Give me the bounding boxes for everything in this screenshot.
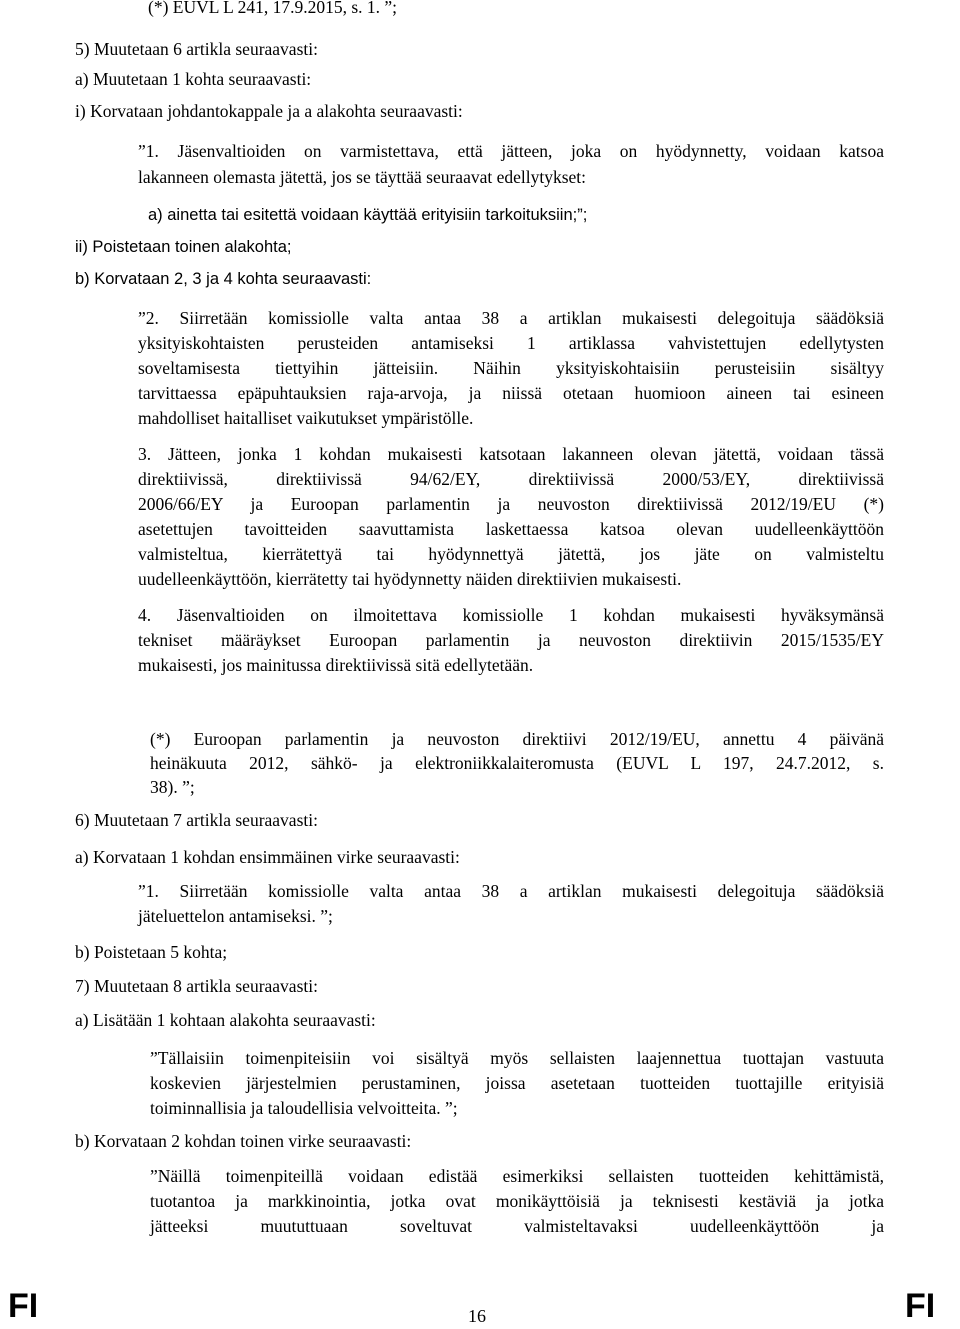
text-line: uudelleenkäyttöön, kierrätetty tai hyödynnetty näiden direktiivien mukaisesti. bbox=[138, 569, 682, 589]
footnote-line: (*) Euroopan parlamentin ja neuvoston direktiivi 2012/19/EU, annettu 4 päivänä bbox=[150, 729, 884, 749]
text-line: toiminnallisia ja taloudellisia velvoitteita. ”; bbox=[150, 1098, 458, 1118]
text-line: ”1. Siirretään komissiolle valta antaa 38 a artiklan mukaisesti delegoituja säädöksiä bbox=[138, 881, 884, 901]
text-line: soveltamisesta tiettyihin jätteisiin. Näihin yksityiskohtaisiin perusteisiin sisältyy bbox=[138, 358, 884, 378]
text-line: 2006/66/EY ja Euroopan parlamentin ja neuvoston direktiivissä 2012/19/EU (*) bbox=[138, 494, 884, 514]
text-line: ”1. Jäsenvaltioiden on varmistettava, että jätteen, joka on hyödynnetty, voidaan katsoa bbox=[138, 141, 884, 161]
text-line: 3. Jätteen, jonka 1 kohdan mukaisesti katsotaan lakanneen olevan jätettä, voidaan tässä bbox=[138, 444, 884, 464]
text-line: tekniset määräykset Euroopan parlamentin ja neuvoston direktiivin 2015/1535/EY bbox=[138, 630, 884, 650]
text-line: asetettujen tavoitteiden saavuttamista laskettaessa katsoa olevan uudelleenkäyttöön bbox=[138, 519, 884, 539]
page-number: 16 bbox=[468, 1306, 486, 1326]
text-line: b) Poistetaan 5 kohta; bbox=[75, 942, 228, 962]
text-line: valmisteltua, kierrätettyä tai hyödynnettyä jätettä, jos jäte on valmisteltu bbox=[138, 544, 884, 564]
text-line: i) Korvataan johdantokappale ja a alakohta seuraavasti: bbox=[75, 101, 463, 121]
text-line: ii) Poistetaan toinen alakohta; bbox=[75, 238, 292, 256]
text-line: ”2. Siirretään komissiolle valta antaa 38 a artiklan mukaisesti delegoituja säädöksiä bbox=[138, 308, 884, 328]
text-line: 6) Muutetaan 7 artikla seuraavasti: bbox=[75, 810, 318, 830]
text-line: jätteeksi muututtuaan soveltuvat valmisteltavaksi uudelleenkäyttöön ja bbox=[150, 1216, 884, 1236]
text-line: mukaisesti, jos mainitussa direktiivissä sitä edellytetään. bbox=[138, 655, 534, 675]
footnote-line: 38). ”; bbox=[150, 777, 195, 797]
text-line: ”Näillä toimenpiteillä voidaan edistää esimerkiksi sellaisten tuotteiden kehittämistä, bbox=[150, 1166, 884, 1186]
text-line: lakanneen olemasta jätettä, jos se täyttää seuraavat edellytykset: bbox=[138, 167, 587, 187]
footer-language-left: FI bbox=[8, 1287, 39, 1325]
text-line: b) Korvataan 2 kohdan toinen virke seuraavasti: bbox=[75, 1131, 412, 1151]
footer-language-right: FI bbox=[905, 1287, 936, 1325]
text-line: yksityiskohtaisten perusteiden antamiseksi 1 artiklassa vahvistettujen edellytysten bbox=[138, 333, 884, 353]
text-line: 4. Jäsenvaltioiden on ilmoitettava komissiolle 1 kohdan mukaisesti hyväksymänsä bbox=[138, 605, 884, 625]
text-line: mahdolliset haitalliset vaikutukset ympäristölle. bbox=[138, 408, 474, 428]
text-line: a) Korvataan 1 kohdan ensimmäinen virke seuraavasti: bbox=[75, 847, 460, 867]
text-line: tuotantoa ja markkinointia, jotka ovat monikäyttöisiä ja teknisesti kestäviä ja jotka bbox=[150, 1191, 884, 1211]
text-line: direktiivissä, direktiivissä 94/62/EY, direktiivissä 2000/53/EY, direktiivissä bbox=[138, 469, 884, 489]
footnote-line: heinäkuuta 2012, sähkö- ja elektroniikkalaiteromusta (EUVL L 197, 24.7.2012, s. bbox=[150, 753, 884, 773]
text-line: a) Muutetaan 1 kohta seuraavasti: bbox=[75, 69, 312, 89]
text-line: 5) Muutetaan 6 artikla seuraavasti: bbox=[75, 39, 318, 59]
text-line: a) Lisätään 1 kohtaan alakohta seuraavasti: bbox=[75, 1010, 376, 1030]
text-line: jäteluettelon antamiseksi. ”; bbox=[138, 906, 333, 926]
text-line: (*) EUVL L 241, 17.9.2015, s. 1. ”; bbox=[148, 0, 398, 17]
text-line: ”Tällaisiin toimenpiteisiin voi sisältyä myös sellaisten laajennettua tuottajan vastuuta bbox=[150, 1048, 884, 1068]
text-line: 7) Muutetaan 8 artikla seuraavasti: bbox=[75, 976, 318, 996]
text-line: b) Korvataan 2, 3 ja 4 kohta seuraavasti: bbox=[75, 270, 372, 288]
text-line: a) ainetta tai esitettä voidaan käyttää erityisiin tarkoituksiin;”; bbox=[148, 206, 588, 224]
text-line: tarvittaessa epäpuhtauksien raja-arvoja, ja niissä otetaan huomioon aineen tai esineen bbox=[138, 383, 884, 403]
text-line: koskevien järjestelmien perustaminen, joissa asetetaan tuotteiden tuottajille erityisiä bbox=[150, 1073, 884, 1093]
